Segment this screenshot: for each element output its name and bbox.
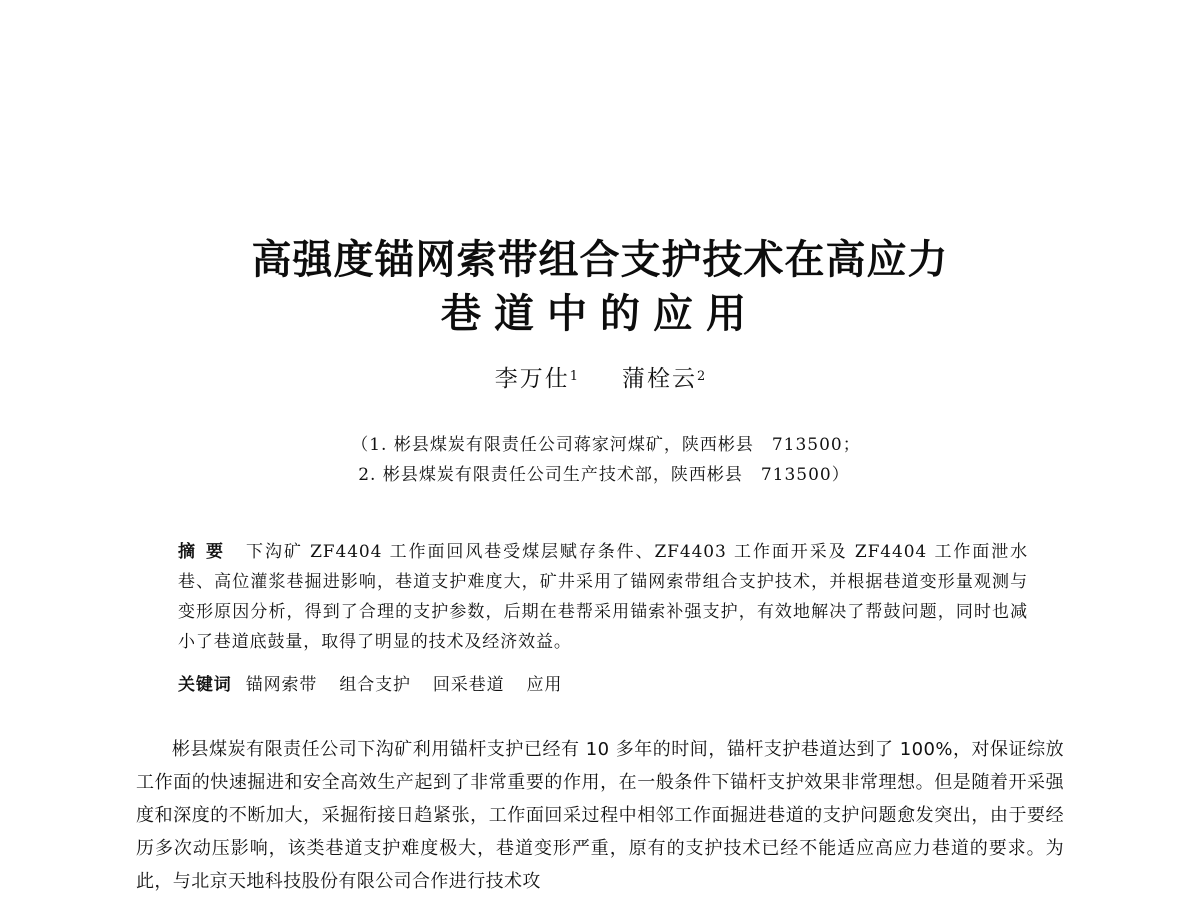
author-affiliation-mark: 2 <box>697 369 706 384</box>
keywords <box>178 670 1028 700</box>
title-line-1: 高强度锚网索带组合支护技术在高应力 <box>251 237 949 283</box>
title-line-2: 巷道中的应用 <box>441 291 759 337</box>
author-name: 蒲栓云 <box>622 366 697 392</box>
body-paragraph: 彬县煤炭有限责任公司下沟矿利用锚杆支护已经有 10 多年的时间，锚杆支护巷道达到了 100%，对保证综放工作面的快速掘进和安全高效生产起到了非常重要的作用，在一般条件下锚杆支护效果非常理想。但是随着开采强度和深度的不断加大，采掘衔接日趋紧张，工作面回采过程中相邻工作面掘进巷道的支护问题愈发突出，由于要经历多次动压影响，该类巷道支护难度极大，巷道变形严重，原有的支护技术已经不能适应高应力巷道的要求。为此，与北京天地科技股份有限公司合作进行技术攻 <box>136 739 1064 892</box>
author-name: 李万仕 <box>494 366 570 392</box>
author-list <box>0 364 1200 394</box>
keyword: 回采巷道 <box>432 675 505 695</box>
abstract-label: 摘要 <box>178 542 235 562</box>
keyword: 组合支护 <box>339 675 411 695</box>
keywords-label: 关键词 <box>178 675 232 695</box>
keyword: 应用 <box>526 675 563 695</box>
abstract-text: 下沟矿 ZF4404 工作面回风巷受煤层赋存条件、ZF4403 工作面开采及 ZF4404 工作面泄水巷、高位灌浆巷掘进影响，巷道支护难度大，矿井采用了锚网索带组合支护技术，并根据巷道变形量观测与变形原因分析，得到了合理的支护参数，后期在巷帮采用锚索补强支护，有效地解决了帮鼓问题，同时也减小了巷道底鼓量，取得了明显的技术及经济效益。 <box>178 542 1029 652</box>
abstract <box>178 537 1028 657</box>
keyword: 锚网索带 <box>245 675 318 695</box>
author-affiliation-mark: 1 <box>569 369 578 384</box>
affiliation-2: 2. 彬县煤炭有限责任公司生产技术部，陕西彬县 713500） <box>358 465 850 485</box>
affiliation-1: （1. 彬县煤炭有限责任公司蒋家河煤矿，陕西彬县 713500； <box>351 435 861 455</box>
